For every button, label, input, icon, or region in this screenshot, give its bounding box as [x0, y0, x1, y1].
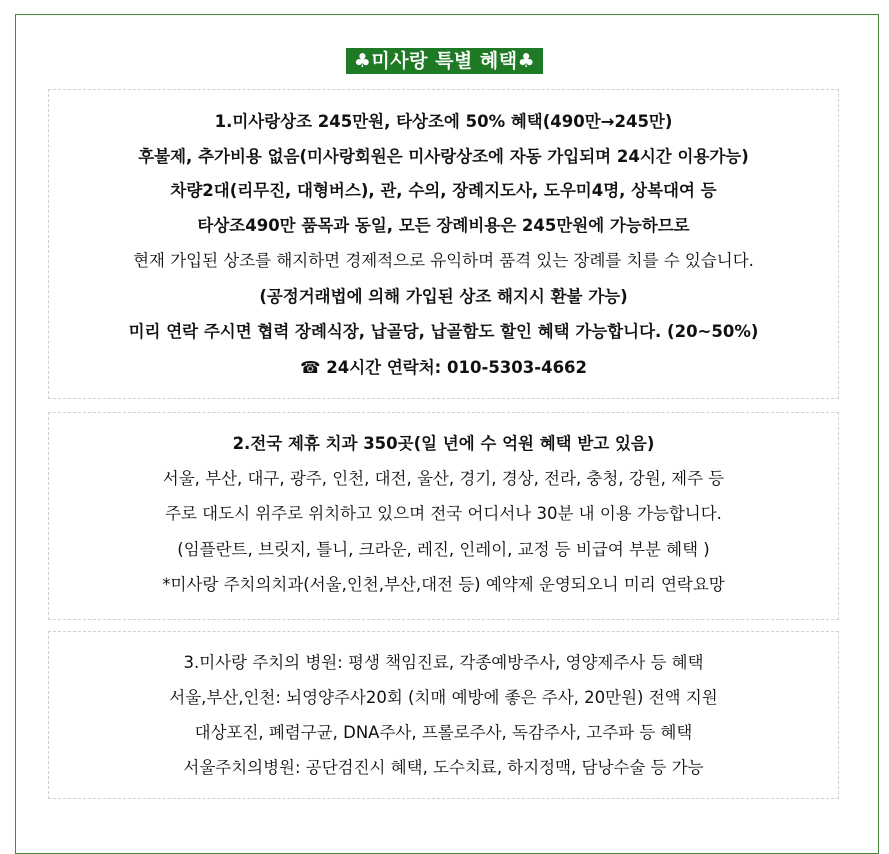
text-line: 차량2대(리무진, 대형버스), 관, 수의, 장례지도사, 도우미4명, 상복대여 등 [170, 181, 717, 200]
title-container [0, 48, 889, 74]
text-line: (공정거래법에 의해 가입된 상조 해지시 환불 가능) [259, 287, 628, 306]
benefit-section-funeral [48, 89, 839, 399]
section-heading: 3.미사랑 주치의 병원: 평생 책임진료, 각종예방주사, 영양제주사 등 혜택 [183, 653, 704, 672]
page-title: ♣미사랑 특별 혜택♣ [346, 48, 543, 74]
text-line: 서울주치의병원: 공단검진시 혜택, 도수치료, 하지정맥, 담낭수술 등 가능 [183, 758, 704, 777]
text-line: 후불제, 추가비용 없음(미사랑회원은 미사랑상조에 자동 가입되며 24시간 이용가능) [138, 147, 749, 166]
text-line: *미사랑 주치의치과(서울,인천,부산,대전 등) 예약제 운영되오니 미리 연락요망 [162, 575, 725, 594]
text-line: 서울,부산,인천: 뇌영양주사20회 (치매 예방에 좋은 주사, 20만원) 전액 지원 [169, 688, 718, 707]
text-line: 대상포진, 폐렴구균, DNA주사, 프롤로주사, 독감주사, 고주파 등 혜택 [194, 723, 693, 742]
text-line: 주로 대도시 위주로 위치하고 있으며 전국 어디서나 30분 내 이용 가능합니다. [165, 504, 722, 523]
phone-contact: ☎ 24시간 연락처: 010-5303-4662 [299, 358, 588, 377]
text-line: 서울, 부산, 대구, 광주, 인천, 대전, 울산, 경기, 경상, 전라, 충청, 강원, 제주 등 [162, 469, 725, 488]
text-line: 현재 가입된 상조를 해지하면 경제적으로 유익하며 품격 있는 장례를 치를 수 있습니다. [133, 251, 754, 270]
section-heading: 1.미사랑상조 245만원, 타상조에 50% 혜택(490만→245만) [214, 112, 673, 131]
benefit-section-dental [48, 412, 839, 620]
section-heading: 2.전국 제휴 치과 350곳(일 년에 수 억원 혜택 받고 있음) [232, 434, 655, 453]
text-line: (임플란트, 브릿지, 틀니, 크라운, 레진, 인레이, 교정 등 비급여 부분 혜택 ) [177, 540, 710, 559]
text-line: 타상조490만 품목과 동일, 모든 장례비용은 245만원에 가능하므로 [197, 216, 690, 235]
benefit-section-hospital [48, 631, 839, 799]
text-line: 미리 연락 주시면 협력 장례식장, 납골당, 납골함도 할인 혜택 가능합니다. (20~50%) [128, 322, 759, 341]
